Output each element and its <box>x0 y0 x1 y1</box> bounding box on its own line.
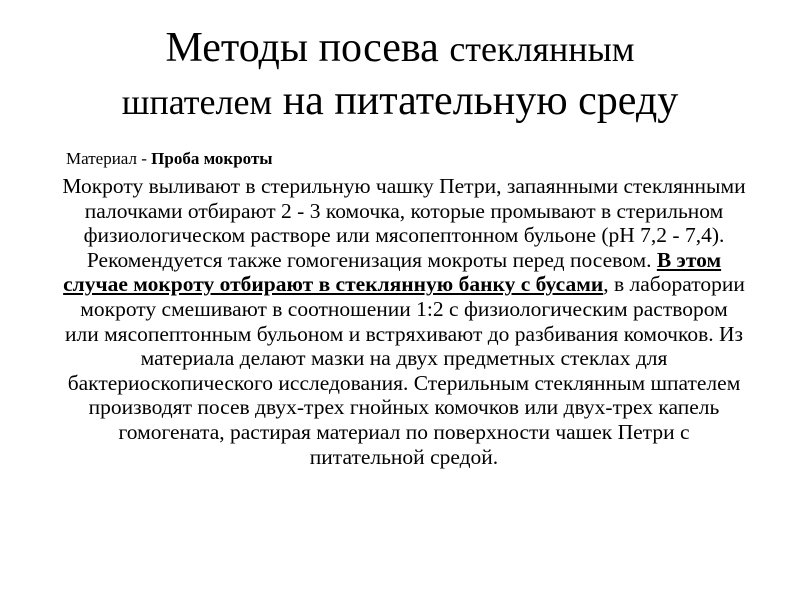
material-line <box>66 148 273 170</box>
material-value: Проба мокроты <box>151 149 273 168</box>
slide-title <box>0 22 800 128</box>
body-text-part-1: Мокроту выливают в стерильную чашку Петри, запаянными стеклянными палочками отбирают 2 - 3 комочка, которые промывают в стерильном физиологическом растворе или мясопептонном бульоне (рН 7,2 - 7,4). Рекомендуется также гомогенизация мокроты перед посевом. <box>62 174 746 272</box>
body-paragraph <box>62 174 746 469</box>
body-text-emphasis: В этом случае мокроту отбирают в стеклянную банку с бусами <box>63 247 722 297</box>
title-part-4: на питательную среду <box>282 78 679 124</box>
body-text-part-2: , в лаборатории мокроту смешивают в соотношении 1:2 с физиологическим раствором или мясопептонным бульоном и встряхивают до разбивания комочков. Из материала делают мазки на двух предметных стеклах для бактериоскопического исследования. Стерильным стеклянным шпателем производят посев двух-трех гнойных комочков или двух-трех капель гомогената, растирая материал по поверхности чашек Петри с питательной средой. <box>64 272 745 469</box>
title-part-3: шпателем <box>121 82 273 122</box>
title-part-1: Методы посева <box>165 25 439 71</box>
material-label: Материал - <box>66 149 147 168</box>
title-part-2: стеклянным <box>449 29 635 69</box>
